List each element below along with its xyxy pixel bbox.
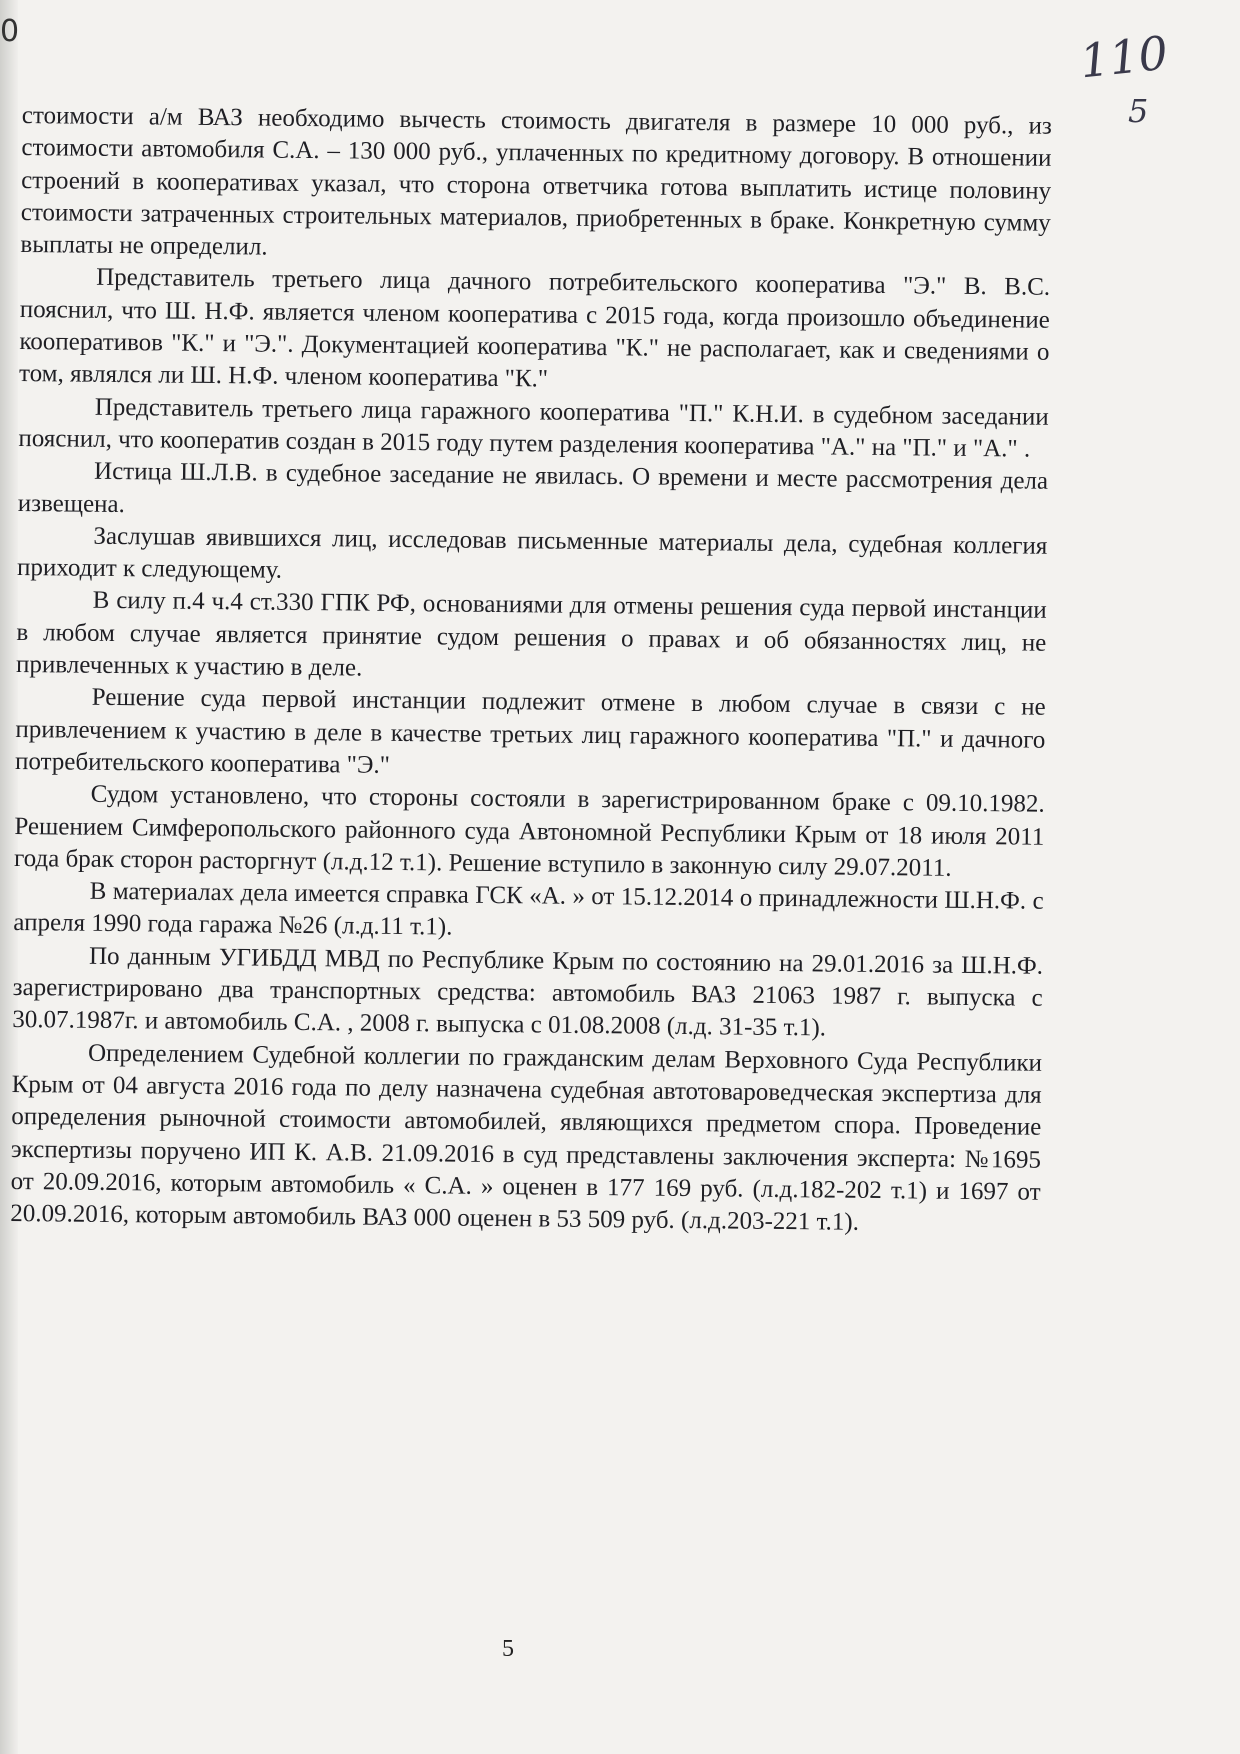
handwritten-mark: 5 bbox=[1128, 92, 1149, 130]
paragraph: Истица Ш.Л.В. в судебное заседание не явилась. О времени и месте рассмотрения дела извещена. bbox=[17, 458, 1049, 518]
page-number: 5 bbox=[502, 1636, 514, 1662]
paragraph: Заслушав явившихся лиц, исследовав письменные материалы дела, судебная коллегия приходит к следующему. bbox=[16, 522, 1048, 584]
paragraph: Представитель третьего лица дачного потребительского кооператива "Э." В. В.С. пояснил, что Ш. Н.Ф. является членом кооператива с 2015 года, когда произошло объединение кооперативов "К." и "Э.". Документацией кооператива "К." не располагает, как и сведениями о том, являлся ли Ш. Н.Ф. членом кооператива "К." bbox=[18, 264, 1051, 393]
document-body bbox=[10, 100, 1052, 1241]
paragraph: Решение суда первой инстанции подлежит отмене в любом случае в связи с не привлечением к участию в деле в качестве третьих лиц гаражного кооператива "П." и дачного потребительского кооператива "Э." bbox=[14, 684, 1046, 779]
corner-mark: 0 bbox=[0, 14, 20, 49]
paragraph: Представитель третьего лица гаражного кооператива "П." К.Н.И. в судебном заседании пояснил, что кооператив создан в 2015 году путем разделения кооператива "А." на "П." и "А." . bbox=[18, 393, 1049, 463]
paragraph: Судом установлено, что стороны состояли в зарегистрированном браке с 09.10.1982. Решением Симферопольского районного суда Автономной Республики Крым от 18 июля 2011 года брак сторон расторгнут (л.д.12 т.1). Решение вступило в законную силу 29.07.2011. bbox=[13, 780, 1045, 882]
paragraph: Определением Судебной коллегии по гражданским делам Верховного Суда Республики Крым от 04 августа 2016 года по делу назначена судебная автотовароведческая экспертиза для определения рыночной стоимости автомобилей, являющихся предметом спора. Проведение экспертизы поручено ИП К. А.В. 21.09.2016 в суд представлены заключения эксперта: №1695 от 20.09.2016, которым автомобиль « С.А. » оценен в 177 169 руб. (л.д.182-202 т.1) и 1697 от 20.09.2016, которым автомобиль ВАЗ 000 оценен в 53 509 руб. (л.д.203-221 т.1). bbox=[10, 1039, 1043, 1236]
paragraph: В материалах дела имеется справка ГСК «А. » от 15.12.2014 о принадлежности Ш.Н.Ф. с апреля 1990 года гаража №26 (л.д.11 т.1). bbox=[13, 877, 1044, 941]
paragraph: По данным УГИБДД МВД по Республике Крым по состоянию на 29.01.2016 за Ш.Н.Ф. зарегистрировано два транспортных средства: автомобиль ВАЗ 21063 1987 г. выпуска с 30.07.1987г. и автомобиль С.А. , 2008 г. выпуска с 01.08.2008 (л.д. 31-35 т.1). bbox=[12, 942, 1044, 1042]
paragraph: стоимости а/м ВАЗ необходимо вычесть стоимость двигателя в размере 10 000 руб., из стоимости автомобиля С.А. – 130 000 руб., уплаченных по кредитному договору. В отношении строений в кооперативах указал, что сторона ответчика готова выплатить истице половину стоимости затраченных строительных материалов, приобретенных в браке. Конкретную сумму выплаты не определил. bbox=[20, 101, 1052, 261]
paragraph: В силу п.4 ч.4 ст.330 ГПК РФ, основаниями для отмены решения суда первой инстанции в любом случае является принятие судом решения о правах и об обязанностях лиц, не привлеченных к участию в деле. bbox=[15, 587, 1047, 682]
handwritten-page-number: 110 bbox=[1077, 25, 1171, 89]
